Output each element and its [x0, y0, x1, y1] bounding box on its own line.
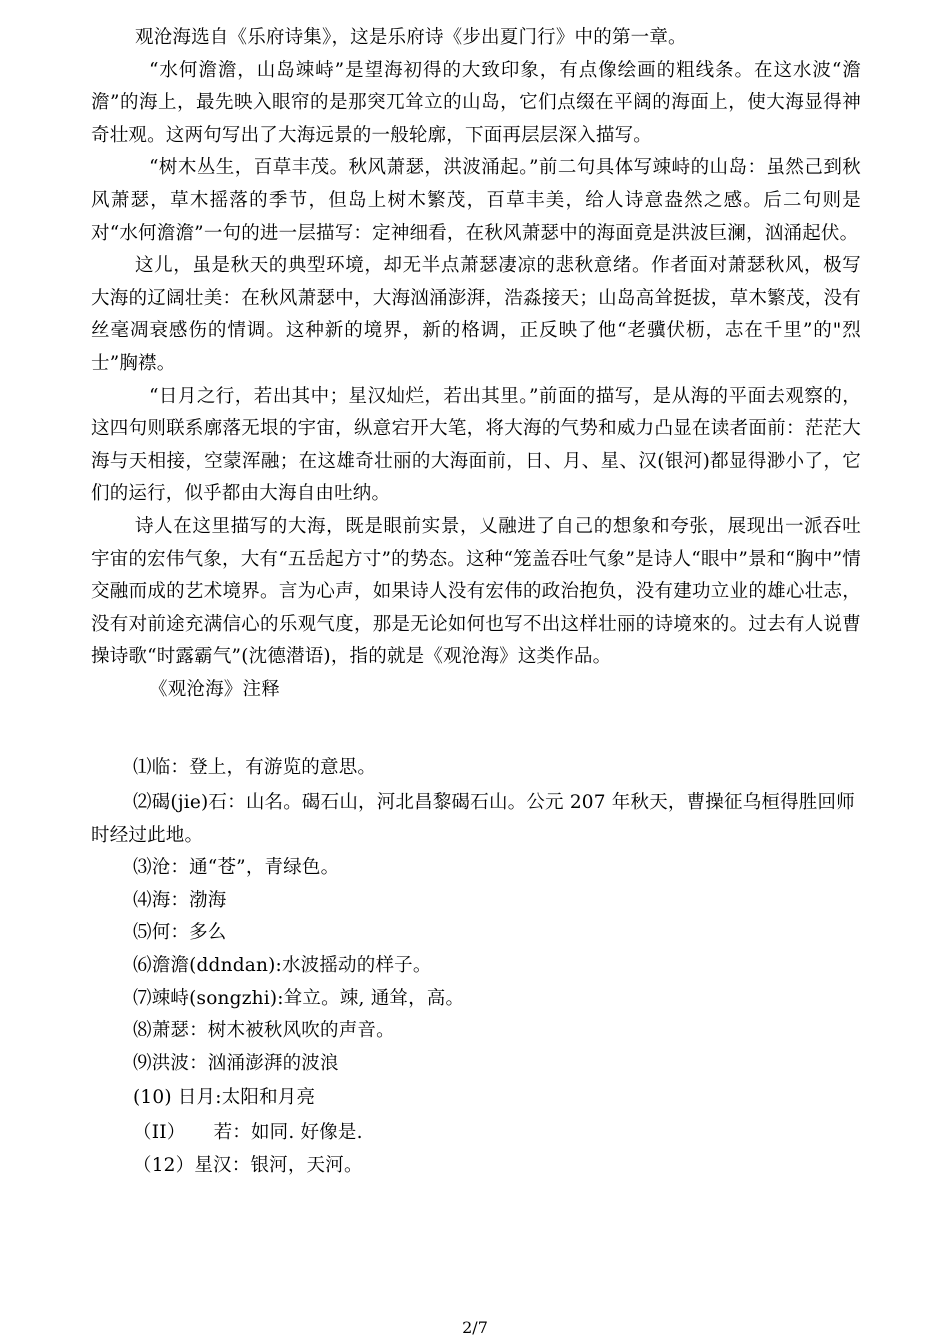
note-item: (10) 日月:太阳和月亮: [133, 1087, 316, 1109]
paragraph-intro: 观沧海选自《乐府诗集》，这是乐府诗《步出夏门行》中的第一章。: [135, 27, 687, 48]
note-item: ⑸何：多么: [133, 922, 227, 944]
note-item: ⑺竦峙(songzhi):耸立。竦, 通耸，高。: [133, 987, 465, 1009]
notes-title: 《观沧海》注释: [149, 678, 280, 700]
note-item: （II） 若：如同. 好像是.: [133, 1122, 363, 1143]
note-item: ⑹澹澹(ddndan):水波摇动的样子。: [133, 955, 432, 977]
notes-list: [91, 752, 861, 1182]
paragraph-4: 这儿，虽是秋天的典型环境，却无半点萧瑟凄凉的悲秋意绪。作者面对萧瑟秋风，极写大海的辽阔壮美：在秋风萧瑟中，大海汹涌澎湃，浩淼接天；山岛高耸挺拔，草木繁茂，没有丝毫凋衰感伤的情调。这种新的境界，新的格调，正反映了他“老骥伏枥，志在千里”的"烈士”胸襟。: [91, 255, 861, 374]
paragraph-5: “日月之行，若出其中；星汉灿烂，若出其里。”前面的描写，是从海的平面去观察的，这四句则联系廓落无垠的宇宙，纵意宕开大笔，将大海的气势和威力凸显在读者面前：茫茫大海与天相接，空蒙浑融；在这雄奇壮丽的大海面前，日、月、星、汉(银河)都显得渺小了，它们的运行，似乎都由大海自由吐纳。: [91, 385, 861, 505]
paragraph-6: 诗人在这里描写的大海，既是眼前实景，乂融进了自己的想象和夸张，展现出一派吞吐宇宙的宏伟气象，大有“五岳起方寸”的势态。这种“笼盖吞吐气象”是诗人“眼中”景和“胸中”情交融而成的艺术境界。言为心声，如果诗人没有宏伟的政治抱负，没有建功立业的雄心壮志，没有对前途充满信心的乐观气度，那是无论如何也写不出这样壮丽的诗境來的。过去有人说曹操诗歌“时露霸气”(沈德潜语)，指的就是《观沧海》这类作品。: [91, 515, 861, 668]
page-number: 2/7: [462, 1318, 488, 1337]
document-body: [91, 22, 861, 1182]
paragraph-2: “水何澹澹，山岛竦峙”是望海初得的大致印象，有点像绘画的粗线条。在这水波“澹澹”的海上，最先映入眼帘的是那突兀耸立的山岛，它们点缀在平阔的海面上，使大海显得神奇壮观。这两句写出了大海远景的一般轮廓，下面再层层深入描写。: [91, 59, 861, 146]
note-item: ⑵碣(jie)石：山名。碣石山，河北昌黎碣石山。公元 207 年秋天，曹操征乌桓得胜回师时经过此地。: [91, 792, 855, 846]
note-item: ⑷海：渤海: [133, 889, 227, 911]
note-item: ⑼洪波：汹涌澎湃的波浪: [133, 1052, 339, 1074]
note-item: （12）星汉：银河，天河。: [133, 1154, 363, 1176]
note-item: ⑶沧：通“苍”，青绿色。: [133, 857, 340, 879]
note-item: ⑴临：登上，有游览的意思。: [133, 757, 377, 779]
paragraph-3: “树木丛生，百草丰茂。秋风萧瑟，洪波涌起。”前二句具体写竦峙的山岛：虽然己到秋风萧瑟，草木摇落的季节，但岛上树木繁茂，百草丰美，给人诗意盎然之感。后二句则是对“水何澹澹”一句的进一层描写：定神细看，在秋风萧瑟中的海面竟是洪波巨澜，汹涌起伏。: [91, 157, 861, 244]
note-item: ⑻萧瑟：树木被秋风吹的声音。: [133, 1020, 395, 1042]
